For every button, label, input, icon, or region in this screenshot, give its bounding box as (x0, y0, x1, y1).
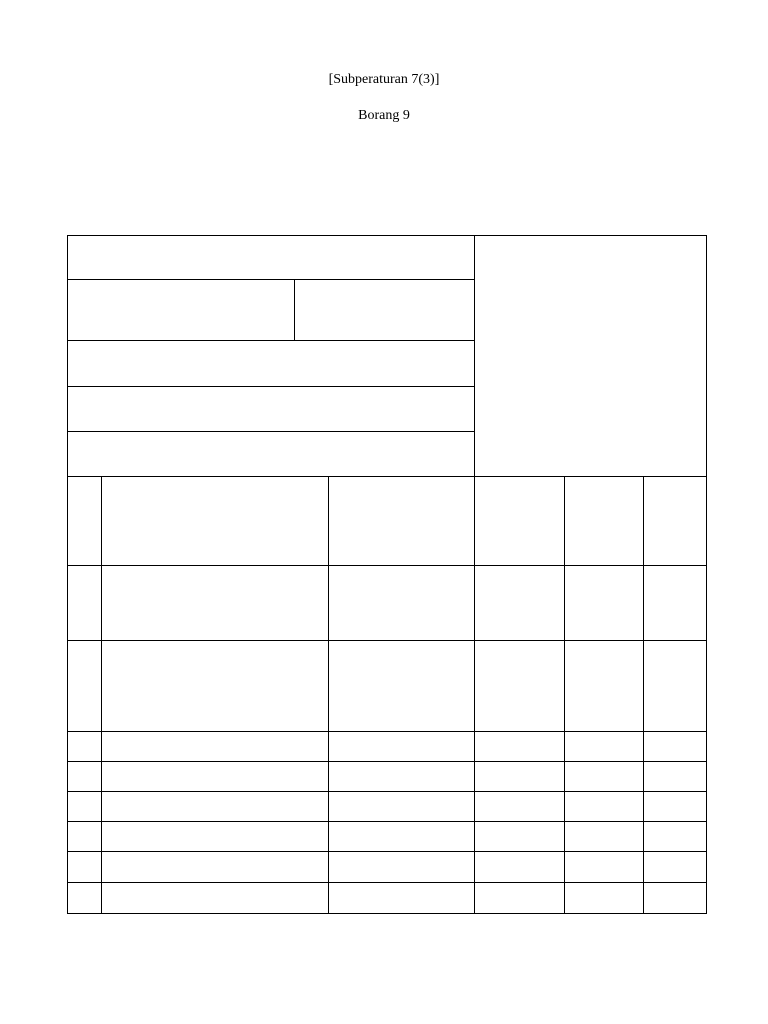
form-number: Borang 9 (358, 108, 410, 123)
subperaturan-label: [Subperaturan 7(3)] (328, 72, 440, 87)
arkib-use-panel (481, 250, 703, 265)
